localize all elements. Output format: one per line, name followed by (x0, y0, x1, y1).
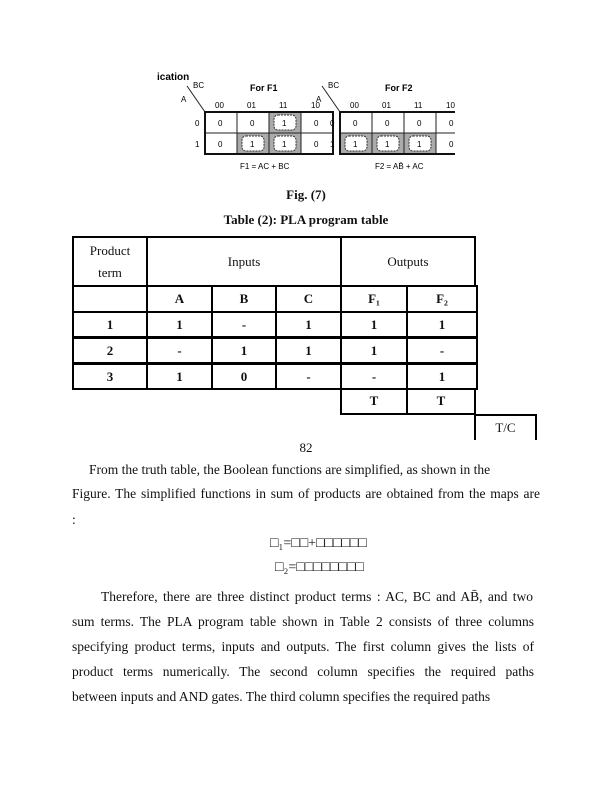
map-title: For F1 (250, 83, 278, 93)
page-number: 82 (299, 440, 313, 455)
map-value: 0 (314, 119, 319, 128)
paragraph-2-line: specifying product terms, inputs and outputs. The first column gives the lists of (72, 639, 534, 654)
paragraph-1-line-1: From the truth table, the Boolean functions are simplified, as shown in the (89, 462, 491, 477)
map-value: 0 (353, 119, 358, 128)
equation-f2: □₂=□□□□□□□□ (275, 560, 364, 575)
karnaugh-map-figure (155, 66, 455, 186)
map-value: 0 (417, 119, 422, 128)
col-label: 01 (382, 101, 391, 110)
map-title: For F2 (385, 83, 413, 93)
figure-heading: ication (157, 72, 190, 83)
col-label: 10 (311, 101, 320, 110)
table-cell: 2 (72, 337, 148, 364)
col-label: 00 (215, 101, 224, 110)
col-var: BC (193, 81, 205, 90)
paragraph-2-line: product terms numerically. The second column specifies the required paths (72, 664, 534, 679)
map-value: 0 (218, 140, 223, 149)
tc-label: T/C (474, 414, 537, 440)
row-var: A (181, 95, 187, 104)
paragraph-2-line: sum terms. The PLA program table shown in Table 2 consists of three columns (72, 614, 534, 629)
table-cell: - (211, 311, 277, 338)
figure-caption: Fig. (7) (286, 187, 326, 202)
sub-header-2: C (275, 285, 342, 313)
sub-header-4: F₂ (406, 285, 478, 313)
row-var: A (316, 95, 322, 104)
map-value: 0 (385, 119, 390, 128)
col-label: 01 (247, 101, 256, 110)
col-label: 11 (414, 101, 423, 110)
map-value: 1 (353, 140, 358, 149)
map-equation: F1 = AC + BC (240, 162, 290, 171)
map-value: 0 (449, 119, 454, 128)
table-cell: - (340, 363, 408, 390)
header-outputs: Outputs (340, 236, 476, 287)
table-cell: - (406, 337, 478, 364)
col-label: 11 (279, 101, 288, 110)
sub-header-0: A (146, 285, 213, 313)
tc-cell-f1: T (340, 388, 408, 415)
table-cell: 1 (340, 337, 408, 364)
table-cell: 1 (275, 337, 342, 364)
table-cell: 1 (340, 311, 408, 338)
table-cell: 1 (406, 311, 478, 338)
map-value: 1 (282, 119, 287, 128)
product-label: Product (89, 242, 131, 258)
col-label: 10 (446, 101, 455, 110)
paragraph-1-line-2: Figure. The simplified functions in sum of products are obtained from the maps are (72, 486, 540, 501)
paragraph-2-line: Therefore, there are three distinct product terms : AC, BC and AB̄, and two (101, 589, 533, 604)
table-cell: 1 (211, 337, 277, 364)
col-label: 00 (350, 101, 359, 110)
row-label: 0 (195, 119, 200, 128)
sub-header-empty (72, 285, 148, 313)
header-inputs: Inputs (146, 236, 342, 287)
sub-header-1: B (211, 285, 277, 313)
table-cell: 1 (406, 363, 478, 390)
table-cell: 1 (146, 311, 213, 338)
map-value: 1 (385, 140, 390, 149)
map-value: 1 (250, 140, 255, 149)
table-cell: - (146, 337, 213, 364)
map-value: 0 (250, 119, 255, 128)
table-cell: - (275, 363, 342, 390)
map-value: 0 (218, 119, 223, 128)
map-value: 0 (314, 140, 319, 149)
table-cell: 1 (72, 311, 148, 338)
col-var: BC (328, 81, 340, 90)
map-value: 1 (417, 140, 422, 149)
map-value: 0 (449, 140, 454, 149)
table-cell: 1 (275, 311, 342, 338)
row-label: 1 (195, 140, 200, 149)
tc-cell-f2: T (406, 388, 476, 415)
row-label: 1 (330, 140, 335, 149)
table-cell: 3 (72, 363, 148, 390)
term-label: term (98, 264, 122, 280)
header-product-term (72, 236, 148, 287)
row-label: 0 (330, 119, 335, 128)
map-equation: F2 = AB̄ + AC (375, 162, 424, 171)
sub-header-3: F₁ (340, 285, 408, 313)
table-caption: Table (2): PLA program table (223, 212, 389, 227)
paragraph-1-line-3: : (72, 512, 76, 527)
equation-f1: □₁=□□+□□□□□□ (270, 536, 367, 551)
table-cell: 0 (211, 363, 277, 390)
paragraph-2-line: between inputs and AND gates. The third column specifies the required paths (72, 689, 491, 704)
map-value: 1 (282, 140, 287, 149)
table-cell: 1 (146, 363, 213, 390)
